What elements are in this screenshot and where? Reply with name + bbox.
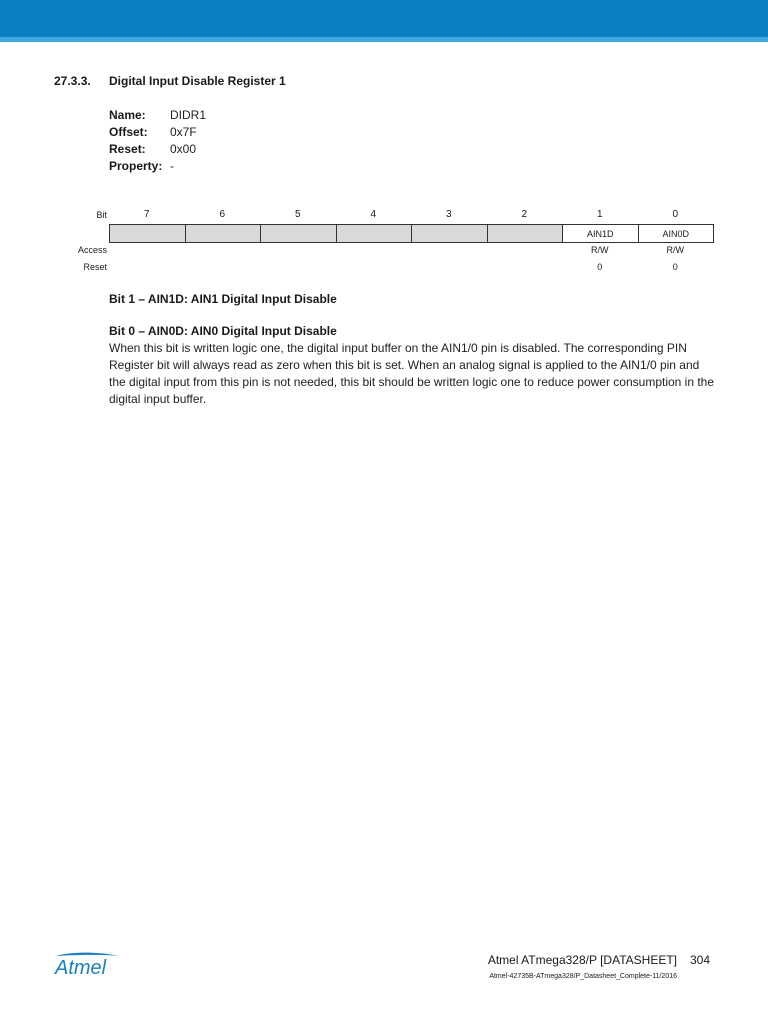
meta-value: DIDR1 <box>170 108 207 122</box>
meta-value: - <box>170 159 174 173</box>
bit-number: 0 <box>672 209 679 220</box>
logo-text: Atmel <box>55 957 107 978</box>
section-heading <box>54 74 286 88</box>
bit-name-cell <box>336 225 412 243</box>
footer-doc-id: Atmel-42735B-ATmega328/P_Datasheet_Complete-11/2016 <box>489 973 677 980</box>
footer-doc-title: Atmel ATmega328/P [DATASHEET] <box>487 953 677 967</box>
bit-name-cell: AIN1D <box>563 225 639 243</box>
bit-name-cell: AIN0D <box>638 225 714 243</box>
access-row-label: Access <box>77 245 107 255</box>
bit-number: 1 <box>596 209 603 220</box>
bit0-description: When this bit is written logic one, the digital input buffer on the AIN1/0 pin is disabled. The corresponding PIN Register bit will always read as zero when this bit is set. When an analog signal is applied to the AIN1/0 pin and the digital input from this pin is not needed, this bit should be written logic one to reduce power consumption in the digital input buffer. <box>109 341 715 406</box>
atmel-logo <box>54 950 134 978</box>
bit0-title: Bit 0 – AIN0D: AIN0 Digital Input Disable <box>109 324 337 338</box>
reset-value: 0 <box>597 262 603 272</box>
bit-number: 2 <box>521 209 528 220</box>
meta-value: 0x7F <box>170 125 197 139</box>
meta-name-row <box>109 107 206 124</box>
footer-page-number: 304 <box>690 953 711 967</box>
meta-value: 0x00 <box>170 142 197 156</box>
section-title: Digital Input Disable Register 1 <box>109 74 286 88</box>
bit-name-cell <box>261 225 337 243</box>
meta-label: Offset: <box>109 125 148 139</box>
register-bit-table <box>109 224 714 243</box>
access-value: R/W <box>666 245 684 255</box>
bit-number: 7 <box>143 209 150 220</box>
bit-number: 3 <box>445 209 452 220</box>
header-accent-line <box>0 37 768 42</box>
bit1-title: Bit 1 – AIN1D: AIN1 Digital Input Disable <box>109 292 337 306</box>
bit-numbers-row <box>109 209 713 221</box>
meta-reset-row <box>109 141 206 158</box>
bit-name-cell <box>487 225 563 243</box>
bit-number: 5 <box>294 209 301 220</box>
access-value: R/W <box>591 245 609 255</box>
access-row <box>109 245 713 257</box>
bit-number: 6 <box>219 209 226 220</box>
meta-label: Reset: <box>109 142 146 156</box>
reset-row-label: Reset <box>83 262 107 272</box>
header-band <box>0 0 768 37</box>
meta-property-row <box>109 158 206 175</box>
reset-value: 0 <box>672 262 678 272</box>
bit-name-cell <box>412 225 488 243</box>
bit-number: 4 <box>370 209 377 220</box>
meta-label: Property: <box>109 159 163 173</box>
register-meta <box>109 107 206 175</box>
bit-row-label: Bit <box>96 210 107 220</box>
meta-offset-row <box>109 124 206 141</box>
reset-row <box>109 262 713 274</box>
bit-name-cell <box>185 225 261 243</box>
meta-label: Name: <box>109 108 146 122</box>
bit-name-cell <box>110 225 186 243</box>
section-number: 27.3.3. <box>54 74 91 88</box>
